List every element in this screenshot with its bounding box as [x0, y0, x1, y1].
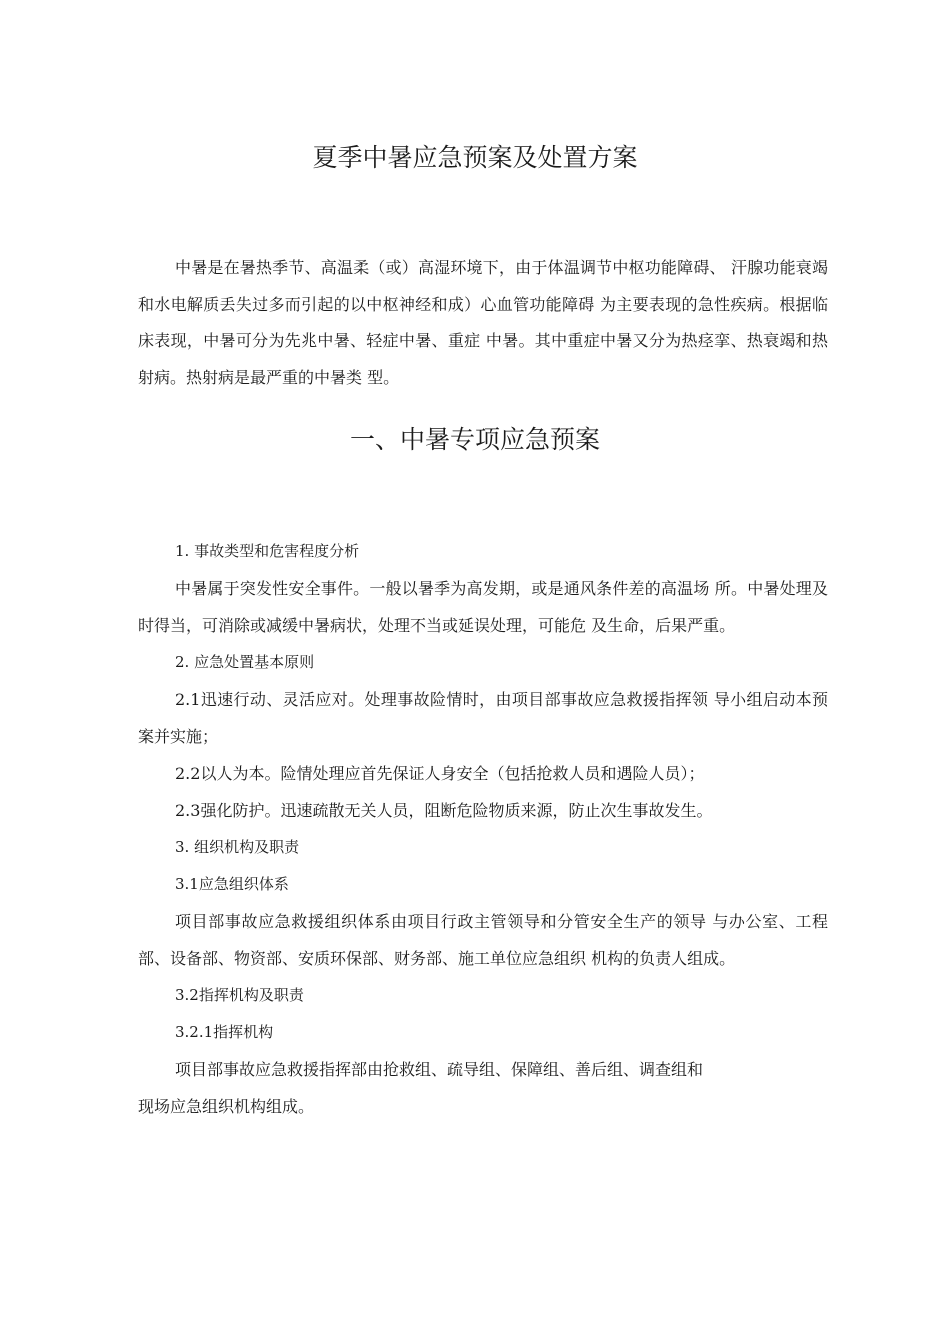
document-body — [138, 533, 828, 1125]
subsection-heading-1: 1. 事故类型和危害程度分析 — [175, 542, 360, 560]
paragraph-organization-system: 项目部事故应急救援组织体系由项目行政主管领导和分管安全生产的领导 与办公室、工程部、设备部、物资部、安质环保部、财务部、施工单位应急组织 机构的负责人组成。 — [138, 912, 828, 968]
paragraph-command-structure-continued: 现场应急组织机构组成。 — [138, 1097, 315, 1116]
paragraph-command-structure: 项目部事故应急救援指挥部由抢救组、疏导组、保障组、善后组、调查组和 — [175, 1060, 704, 1079]
section-heading: 一、中暑专项应急预案 — [349, 425, 600, 454]
intro-paragraph: 中暑是在暑热季节、高温柔（或）高湿环境下，由于体温调节中枢功能障碍、 汗腺功能衰竭和水电解质丢失过多而引起的以中枢神经和成）心血管功能障碍 为主要表现的急性疾病。根据临床表现，中暑可分为先兆中暑、轻症中暑、重症 中暑。其中重症中暑又分为热痉挛、热衰竭和热射病。热射病是最严重的中暑类 型。 — [138, 258, 828, 387]
document-title: 夏季中暑应急预案及处置方案 — [312, 143, 638, 172]
subsection-heading-2: 2. 应急处置基本原则 — [175, 653, 315, 671]
subsection-heading-3-2-1: 3.2.1指挥机构 — [175, 1023, 274, 1041]
subsection-heading-3-2: 3.2指挥机构及职责 — [175, 986, 304, 1004]
paragraph-accident-analysis: 中暑属于突发性安全事件。一般以暑季为高发期，或是通风条件差的高温场 所。中暑处理及时得当，可消除或减缓中暑病状，处理不当或延误处理，可能危 及生命，后果严重。 — [138, 579, 828, 635]
paragraph-principle-2-1: 2.1迅速行动、灵活应对。处理事故险情时，由项目部事故应急救援指挥领 导小组启动本预案并实施； — [138, 690, 828, 746]
paragraph-principle-2-3: 2.3强化防护。迅速疏散无关人员，阻断危险物质来源，防止次生事故发生。 — [175, 801, 713, 820]
paragraph-principle-2-2: 2.2以人为本。险情处理应首先保证人身安全（包括抢救人员和遇险人员）； — [175, 764, 705, 783]
subsection-heading-3-1: 3.1应急组织体系 — [175, 875, 289, 893]
subsection-heading-3: 3. 组织机构及职责 — [175, 838, 300, 856]
